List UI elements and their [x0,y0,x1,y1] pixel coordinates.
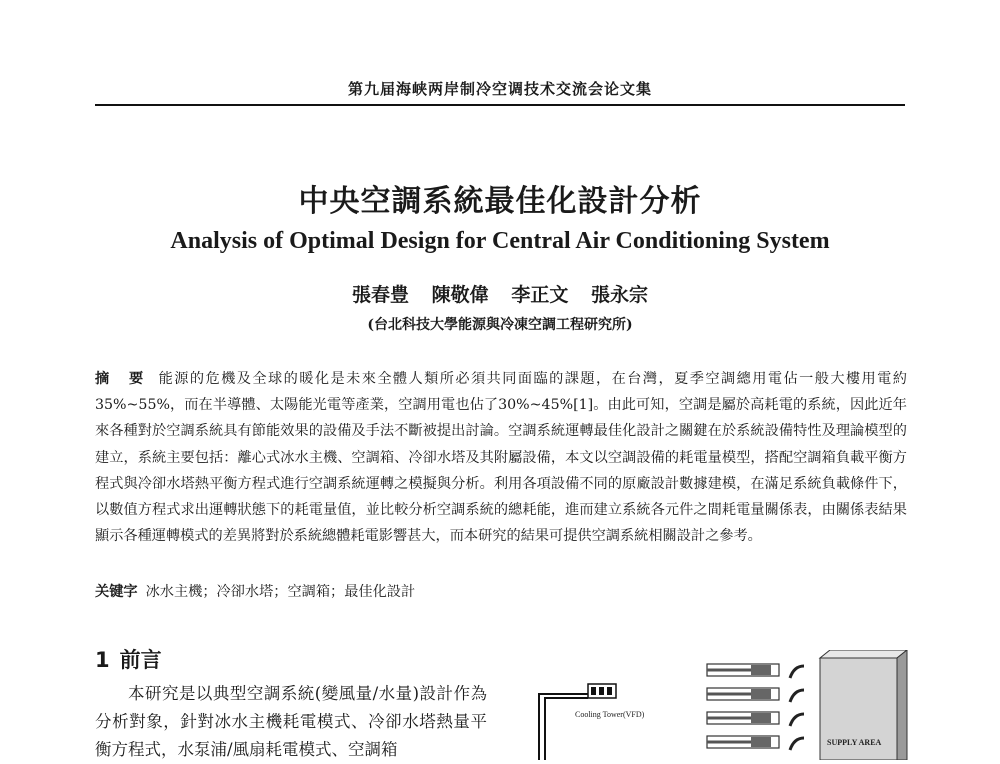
abstract-label: 摘 要 [95,371,151,387]
ahu-coil-array [707,664,779,748]
paper-title-chinese: 中央空調系統最佳化設計分析 [298,184,702,219]
system-diagram [515,650,915,760]
keywords [95,581,907,601]
author-name: 陳敬偉 [431,284,489,306]
header-rule [95,104,905,106]
section-title: 前言 [119,648,162,672]
supply-arrow-icons [790,666,804,750]
author-list [95,280,905,307]
section-heading [95,644,162,674]
affiliation: (台北科技大學能源與冷凍空調工程研究所) [367,317,633,333]
author-name: 李正文 [511,284,569,306]
system-diagram-figure [515,650,915,760]
author-name: 張春豊 [352,284,410,306]
piping [539,694,588,760]
author-name: 張永宗 [590,284,648,306]
running-header: 第九届海峡两岸制冷空调技术交流会论文集 [347,80,652,98]
section-number: 1 [95,648,110,672]
abstract-text: 能源的危機及全球的暖化是未來全體人類所必須共同面臨的課題，在台灣，夏季空調總用電佔一般大樓用電約35%~55%，而在半導體、太陽能光電等產業，空調用電也佔了30%~45%[1]。由此可知，空調是屬於高耗電的系統，因此近年來各種對於空調系統具有節能效果的設備及手法不斷被提出討論。空調系統運轉最佳化設計之關鍵在於系統設備特性及理論模型的建立，系統主要包括：離心式冰水主機、空調箱、冷卻水塔及其附屬設備，本文以空調設備的耗電量模型，搭配空調箱負載平衡方程式與冷卻水塔熱平衡方程式進行空調系統運轉之模擬與分析。利用各項設備不同的原廠設計數據建模，在滿足系統負載條件下，以數值方程式求出運轉狀態下的耗電量值，並比較分析空調系統的總耗能，進而建立系統各元件之間耗電量關係表，由關係表結果顯示各種運轉模式的差異將對於系統總體耗電影響甚大，而本研究的結果可提供空調系統相關設計之參考。 [95,371,907,545]
cooling-tower-icon [588,684,616,698]
intro-paragraph: 本研究是以典型空調系統(變風量/水量)設計作為分析對象，針對冰水主機耗電模式、冷卻水塔熱量平衡方程式，水泵浦/風扇耗電模式、空調箱 [95,684,487,759]
supply-area-label: SUPPLY AREA [827,738,882,747]
keywords-text: 冰水主機；冷卻水塔；空調箱；最佳化設計 [145,584,416,600]
abstract [95,366,907,549]
keywords-label: 关键字 [95,584,138,600]
paper-title-english: Analysis of Optimal Design for Central Air Conditioning System [170,228,830,254]
cooling-tower-label: Cooling Tower(VFD) [575,710,645,719]
